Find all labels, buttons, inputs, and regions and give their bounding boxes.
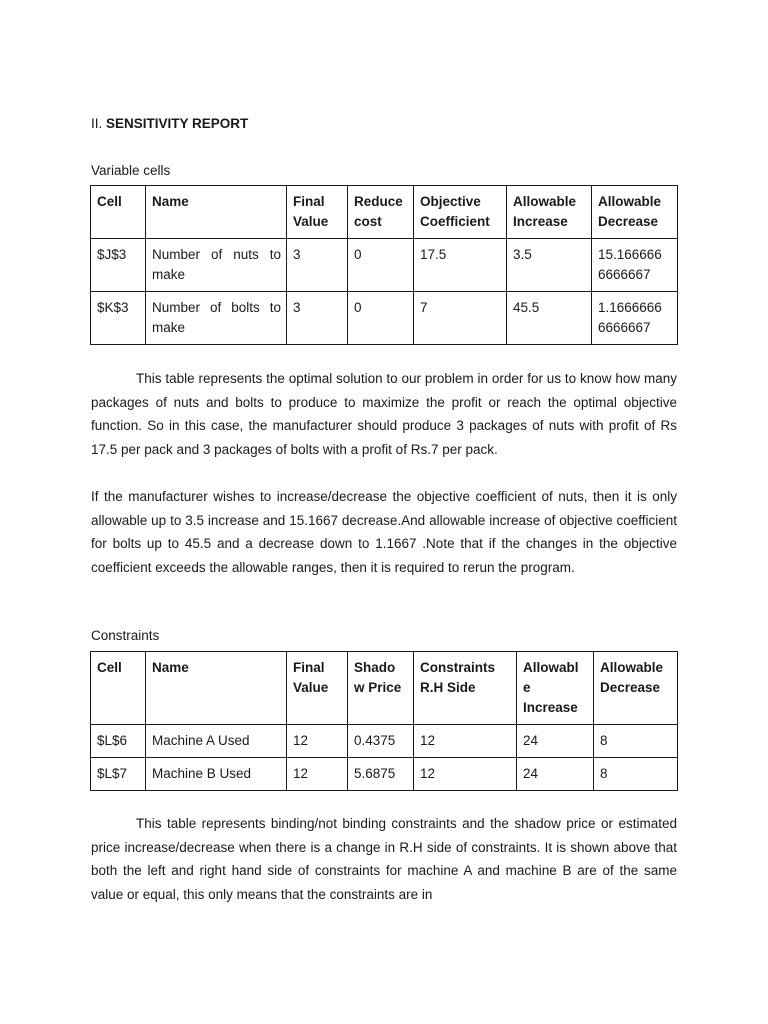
header-allowable-decrease: Allowable Decrease bbox=[594, 652, 678, 725]
variable-cells-table bbox=[90, 185, 678, 345]
header-constraints-rh-side: Constraints R.H Side bbox=[414, 652, 517, 725]
section-number: II. bbox=[91, 116, 107, 131]
header-allowable-decrease: Allowable Decrease bbox=[592, 186, 678, 239]
table-cell: 7 bbox=[414, 292, 507, 345]
table-cell: 12 bbox=[414, 758, 517, 791]
table-cell: $L$6 bbox=[91, 725, 146, 758]
table-cell: Number of nuts to make bbox=[146, 239, 287, 292]
table-cell: $J$3 bbox=[91, 239, 146, 292]
table-cell: 0.4375 bbox=[348, 725, 414, 758]
paragraph-allowable-ranges: If the manufacturer wishes to increase/decrease the objective coefficient of nuts, then it is only allowable up to 3.5 increase and 15.1667 decrease.And allowable increase of objective coefficient for bolts up to 45.5 and a decrease down to 1.1667 .Note that if the changes in the objective coefficient exceeds the allowable ranges, then it is required to rerun the program. bbox=[91, 489, 677, 575]
header-cell: Cell bbox=[91, 186, 146, 239]
variable-cells-label: Variable cells bbox=[91, 163, 171, 178]
table-cell: 3.5 bbox=[507, 239, 592, 292]
section-heading bbox=[91, 116, 248, 131]
table-row bbox=[91, 758, 678, 791]
section-title: SENSITIVITY REPORT bbox=[106, 116, 249, 131]
table-cell: 0 bbox=[348, 292, 414, 345]
table-cell: 3 bbox=[287, 239, 348, 292]
header-name: Name bbox=[146, 652, 287, 725]
header-reduce-cost: Reduce cost bbox=[348, 186, 414, 239]
header-name: Name bbox=[146, 186, 287, 239]
table-cell: Number of bolts to make bbox=[146, 292, 287, 345]
header-shadow-price: Shado w Price bbox=[348, 652, 414, 725]
table-cell: 45.5 bbox=[507, 292, 592, 345]
header-allowable-increase: Allowabl e Increase bbox=[517, 652, 594, 725]
table-cell: 5.6875 bbox=[348, 758, 414, 791]
table-cell: 15.166666 6666667 bbox=[592, 239, 678, 292]
table-cell: 12 bbox=[414, 725, 517, 758]
header-final-value: Final Value bbox=[287, 652, 348, 725]
table-row bbox=[91, 239, 678, 292]
table-cell: 0 bbox=[348, 239, 414, 292]
paragraph-binding-constraints: This table represents binding/not binding constraints and the shadow price or estimated price increase/decrease when there is a change in R.H side of constraints. It is shown above that both the left and right hand side of constraints for machine A and machine B are of the same value or equal, this only means that the constraints are in bbox=[91, 816, 677, 902]
table-cell: $L$7 bbox=[91, 758, 146, 791]
paragraph-optimal-solution: This table represents the optimal solution to our problem in order for us to know how many packages of nuts and bolts to produce to maximize the profit or reach the optimal objective function. So in this case, the manufacturer should produce 3 packages of nuts with profit of Rs 17.5 per pack and 3 packages of bolts with a profit of Rs.7 per pack. bbox=[91, 371, 677, 457]
table-cell: 3 bbox=[287, 292, 348, 345]
header-cell: Cell bbox=[91, 652, 146, 725]
table-cell: 12 bbox=[287, 725, 348, 758]
table-cell: 24 bbox=[517, 758, 594, 791]
table-cell: 17.5 bbox=[414, 239, 507, 292]
table-cell: 24 bbox=[517, 725, 594, 758]
table-cell: Machine A Used bbox=[146, 725, 287, 758]
header-final-value: Final Value bbox=[287, 186, 348, 239]
constraints-label: Constraints bbox=[91, 628, 160, 643]
table-cell: 8 bbox=[594, 758, 678, 791]
table-cell: $K$3 bbox=[91, 292, 146, 345]
constraints-table bbox=[90, 651, 678, 791]
table-row bbox=[91, 725, 678, 758]
table-cell: 12 bbox=[287, 758, 348, 791]
table-cell: 1.1666666 6666667 bbox=[592, 292, 678, 345]
header-objective-coefficient: Objective Coefficient bbox=[414, 186, 507, 239]
header-allowable-increase: Allowable Increase bbox=[507, 186, 592, 239]
table-cell: 8 bbox=[594, 725, 678, 758]
table-row bbox=[91, 292, 678, 345]
table-cell: Machine B Used bbox=[146, 758, 287, 791]
table-header-row bbox=[91, 652, 678, 725]
table-header-row bbox=[91, 186, 678, 239]
